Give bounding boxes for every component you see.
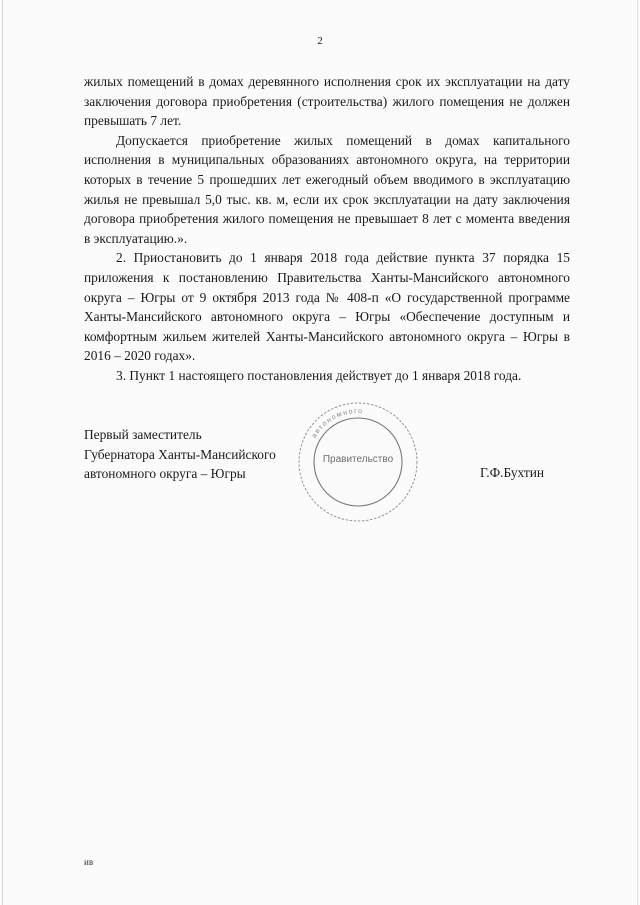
official-seal-stamp bbox=[296, 400, 420, 524]
paragraph-item-3: 3. Пункт 1 настоящего постановления действует до 1 января 2018 года. bbox=[116, 367, 522, 383]
seal-center-text: Правительство bbox=[322, 454, 394, 465]
paragraph-continuation: жилых помещений в домах деревянного исполнения срок их эксплуатации на дату заключения договора приобретения (строительства) жилого помещения не должен превышать 7 лет. bbox=[84, 74, 570, 129]
footer-initials: ив bbox=[84, 857, 94, 867]
paragraph-capital-houses: Допускается приобретение жилых помещений в домах капитального исполнения в муниципальных образованиях автономного округа, на территории которых в течение 5 прошедших лет ежегодный объем вводимого в эксплуатацию жилья не превышал 5,0 тыс. кв. м, если их срок эксплуатации на дату заключения договора приобретения жилого помещения не превышает 8 лет с момента введения в эксплуатацию.». bbox=[84, 132, 570, 246]
signatory-title-line: автономного округа – Югры bbox=[84, 466, 246, 482]
signatory-title bbox=[84, 425, 276, 484]
scan-edge-left bbox=[2, 0, 3, 905]
signatory-title-line: Первый заместитель bbox=[84, 427, 202, 442]
scan-edge-right bbox=[637, 0, 638, 905]
signatory-title-line: Губернатора Ханты-Мансийского bbox=[84, 446, 276, 462]
document-body bbox=[84, 72, 570, 386]
signatory-name: Г.Ф.Бухтин bbox=[480, 465, 545, 480]
seal-ring-text-path: автономного bbox=[310, 407, 364, 440]
paragraph-item-2: 2. Приостановить до 1 января 2018 года действие пункта 37 порядка 15 приложения к постановлению Правительства Ханты-Мансийского автономного округа – Югры от 9 октября 2013 года № 408-п «О государственной программе Ханты-Мансийского автономного округа – Югры «Обеспечение доступным и комфортным жильем жителей Ханты-Мансийского автономного округа – Югры в 2016 – 2020 годах». bbox=[84, 250, 570, 364]
page-number: 2 bbox=[317, 35, 323, 47]
